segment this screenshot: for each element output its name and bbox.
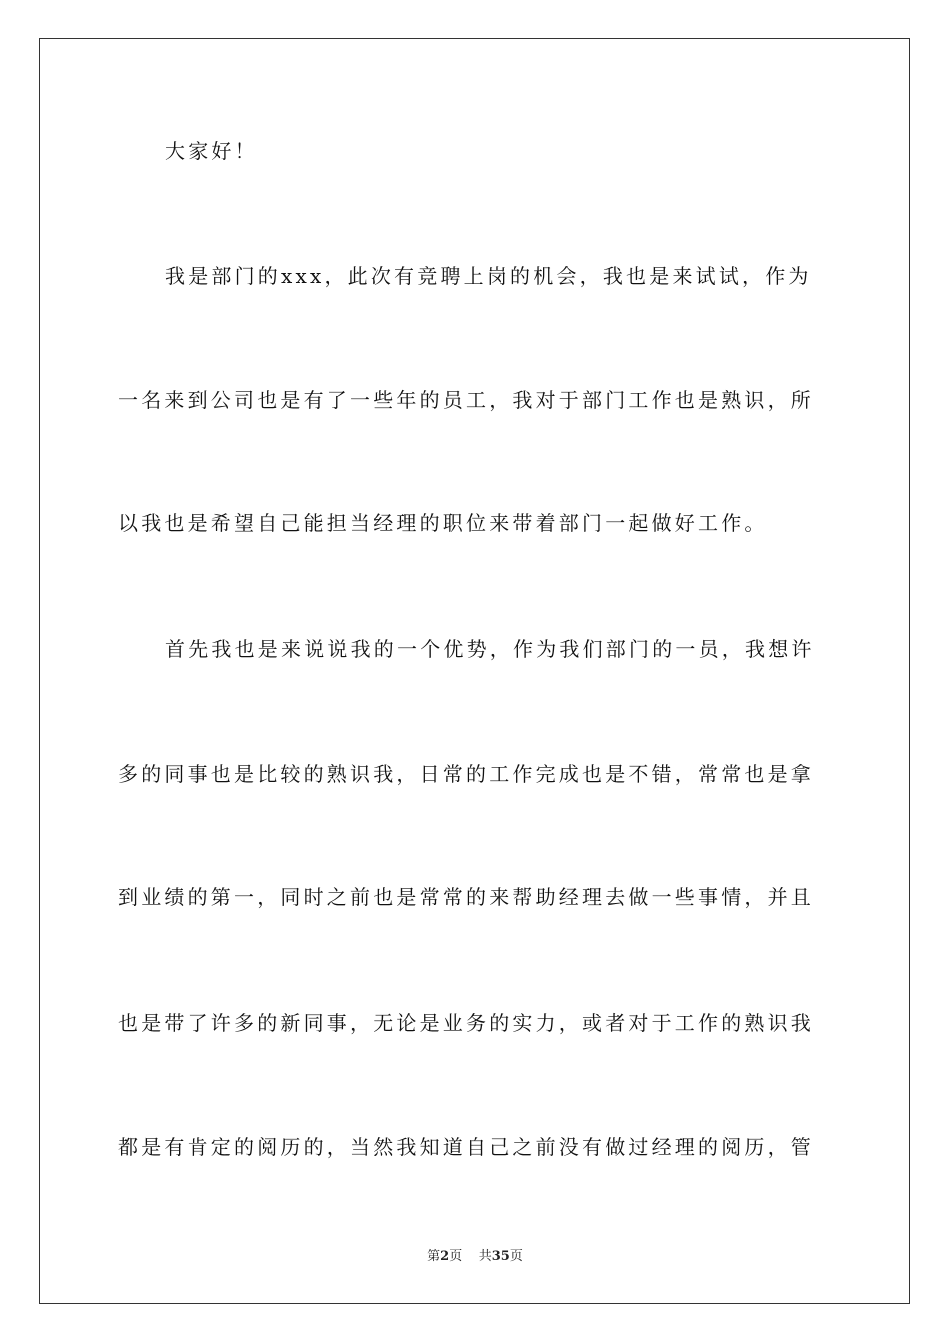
- paragraph-line: 我是部门的xxx，此次有竞聘上岗的机会，我也是来试试，作为: [165, 264, 812, 288]
- page-prefix: 第: [427, 1249, 441, 1264]
- page-suffix: 页: [449, 1249, 463, 1264]
- paragraph-line: 都是有肯定的阅历的，当然我知道自己之前没有做过经理的阅历，管: [118, 1135, 814, 1159]
- greeting-line: 大家好！: [165, 139, 258, 163]
- paragraph-line: 首先我也是来说说我的一个优势，作为我们部门的一员，我想许: [165, 637, 815, 661]
- paragraph-line: 也是带了许多的新同事，无论是业务的实力，或者对于工作的熟识我: [118, 1011, 814, 1035]
- total-prefix: 共: [478, 1249, 492, 1264]
- paragraph-line: 多的同事也是比较的熟识我，日常的工作完成也是不错，常常也是拿: [118, 762, 814, 786]
- total-suffix: 页: [509, 1249, 523, 1264]
- paragraph-line: 以我也是希望自己能担当经理的职位来带着部门一起做好工作。: [118, 511, 768, 535]
- page-number: 2: [440, 1249, 450, 1264]
- paragraph-line: 一名来到公司也是有了一些年的员工，我对于部门工作也是熟识，所: [118, 388, 814, 412]
- page-border: [39, 38, 910, 1304]
- paragraph-line: 到业绩的第一，同时之前也是常常的来帮助经理去做一些事情，并且: [118, 885, 814, 909]
- total-pages: 35: [491, 1249, 510, 1264]
- page-footer: [0, 1248, 950, 1266]
